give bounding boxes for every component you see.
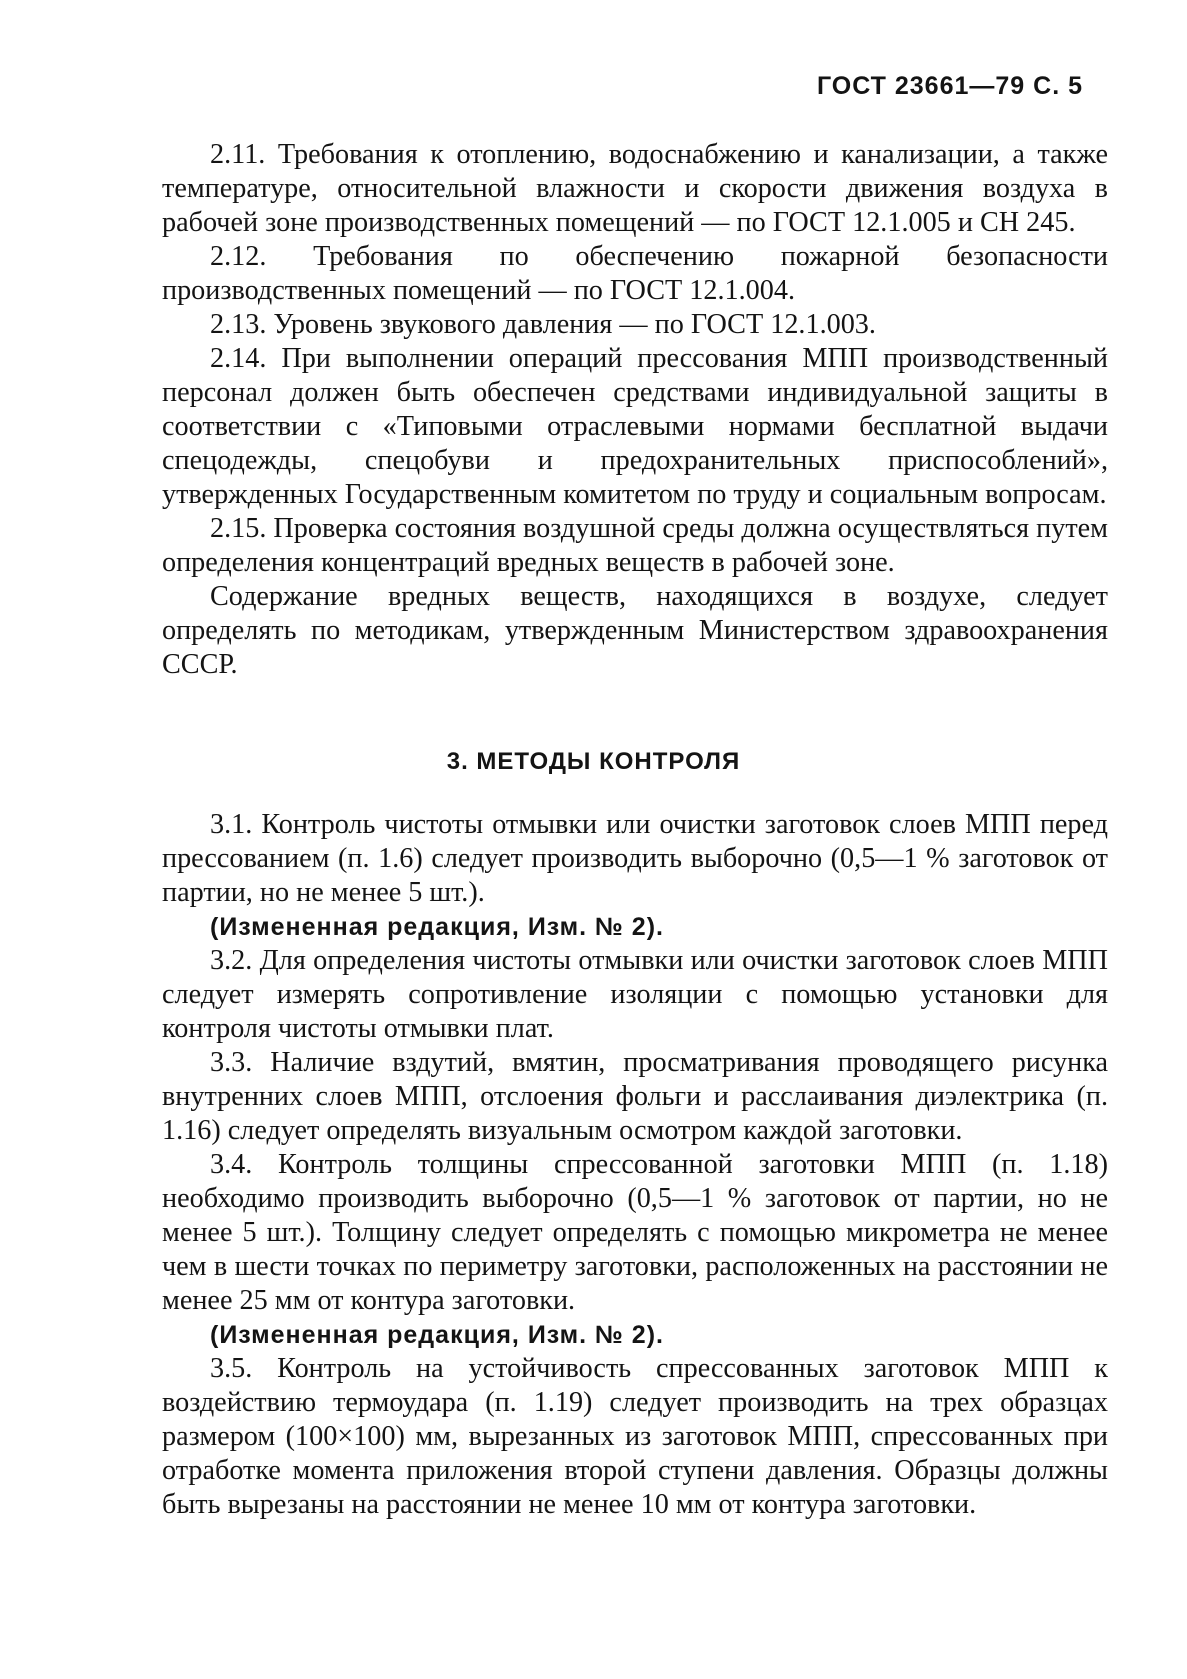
paragraph-3-1: 3.1. Контроль чистоты отмывки или очистки заготовок слоев МПП перед прессованием (п. 1.6) следует производить выборочно (0,5—1 % заготовок от партии, но не менее 5 шт.). (162, 809, 1108, 908)
section-3-text (162, 808, 1108, 1522)
paragraph-2-14: 2.14. При выполнении операций прессования МПП производственный персонал должен быть обеспечен средствами индивидуальной защиты в соответствии с «Типовыми отраслевыми нормами бесплатной выдачи спецодежды, спецобуви и предохранительных приспособлений», утвержденных Государственным комитетом по труду и социальным вопросам. (162, 343, 1108, 510)
paragraph-3-5: 3.5. Контроль на устойчивость спрессованных заготовок МПП к воздействию термоудара (п. 1.19) следует производить на трех образцах размером (100×100) мм, вырезанных из заготовок МПП, спрессованных при отработке момента приложения второй ступени давления. Образцы должны быть вырезаны на расстоянии не менее 10 мм от контура заготовки. (162, 1353, 1108, 1520)
edit-note: (Измененная редакция, Изм. № 2). (210, 913, 664, 941)
paragraph-2-12: 2.12. Требования по обеспечению пожарной безопасности производственных помещений — по ГОСТ 12.1.004. (162, 241, 1108, 306)
paragraph-2-13: 2.13. Уровень звукового давления — по ГОСТ 12.1.003. (210, 309, 876, 340)
section-title: 3. МЕТОДЫ КОНТРОЛЯ (446, 748, 741, 775)
paragraph-3-3: 3.3. Наличие вздутий, вмятин, просматривания проводящего рисунка внутренних слоев МПП, отслоения фольги и расслаивания диэлектрика (п. 1.16) следует определять визуальным осмотром каждой заготовки. (162, 1047, 1108, 1146)
paragraph-3-4: 3.4. Контроль толщины спрессованной заготовки МПП (п. 1.18) необходимо производить выборочно (0,5—1 % заготовок от партии, но не менее 5 шт.). Толщину следует определять с помощью микрометра не менее чем в шести точках по периметру заготовки, расположенных на расстоянии не менее 25 мм от контура заготовки. (162, 1149, 1108, 1316)
edit-note: (Измененная редакция, Изм. № 2). (210, 1321, 664, 1349)
paragraph-2-11: 2.11. Требования к отоплению, водоснабжению и канализации, а также температуре, относительной влажности и скорости движения воздуха в рабочей зоне производственных помещений — по ГОСТ 12.1.005 и СН 245. (162, 139, 1108, 238)
paragraph-harmful-substances: Содержание вредных веществ, находящихся в воздухе, следует определять по методикам, утвержденным Министерством здравоохранения СССР. (162, 581, 1108, 680)
paragraph-2-15: 2.15. Проверка состояния воздушной среды должна осуществляться путем определения концентраций вредных веществ в рабочей зоне. (162, 513, 1108, 578)
page-header: ГОСТ 23661—79 С. 5 (816, 72, 1083, 100)
section-2-text (162, 138, 1108, 682)
paragraph-3-2: 3.2. Для определения чистоты отмывки или очистки заготовок слоев МПП следует измерять сопротивление изоляции с помощью установки для контроля чистоты отмывки плат. (162, 945, 1108, 1044)
